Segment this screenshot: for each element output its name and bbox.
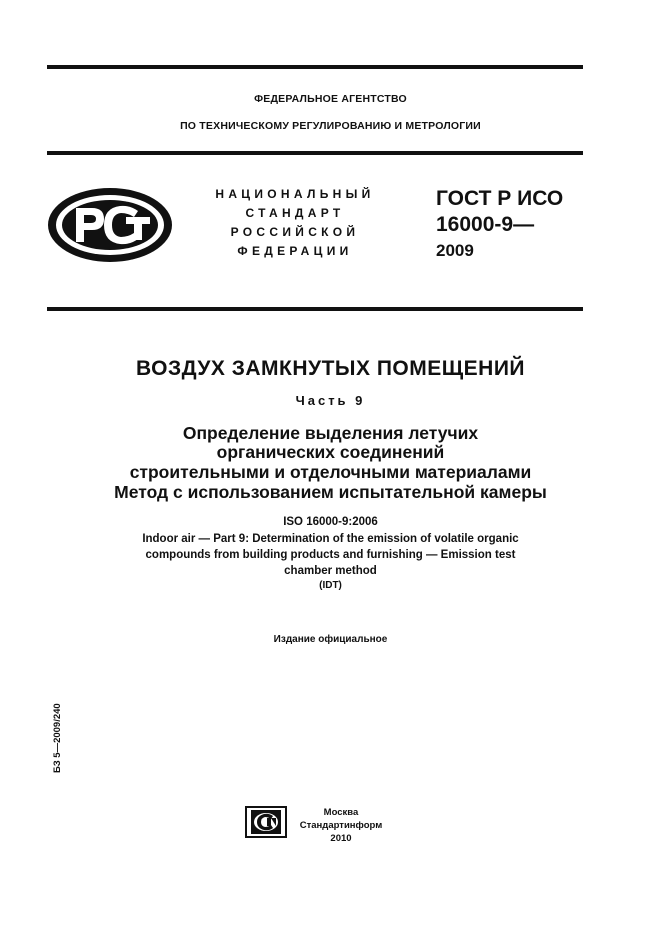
official-edition-label: Издание официальное	[273, 634, 388, 645]
rst-logo-icon	[46, 186, 174, 264]
header-rule	[47, 151, 583, 155]
standard-block-rule	[47, 307, 583, 311]
gost-year: 2009	[436, 241, 474, 260]
document-title: ВОЗДУХ ЗАМКНУТЫХ ПОМЕЩЕНИЙ	[135, 357, 526, 380]
subtitle-line-1: Определение выделения летучих	[182, 423, 479, 443]
agency-line-1: ФЕДЕРАЛЬНОЕ АГЕНТСТВО	[254, 93, 407, 105]
subtitle-line-2: органических соединений	[216, 442, 445, 462]
publisher-year: 2010	[330, 833, 352, 844]
gost-designation-line-2: 16000-9—	[436, 213, 535, 236]
national-standard-line-4: ФЕДЕРАЦИИ	[237, 244, 353, 258]
gost-designation-line-1: ГОСТ Р ИСО	[436, 187, 564, 210]
national-standard-line-3: РОССИЙСКОЙ	[230, 225, 360, 239]
publisher-city: Москва	[323, 807, 359, 818]
english-title-line-1: Indoor air — Part 9: Determination of the emission of volatile organic	[142, 533, 519, 545]
subtitle-line-3: строительными и отделочными материалами	[129, 462, 532, 482]
national-standard-line-2: СТАНДАРТ	[245, 206, 345, 220]
national-standard-line-1: НАЦИОНАЛЬНЫЙ	[215, 187, 375, 201]
english-title-line-3: chamber method	[284, 565, 377, 577]
idt-label: (IDT)	[319, 580, 342, 591]
english-title-line-2: compounds from building products and furnishing — Emission test	[145, 549, 516, 561]
agency-line-2: ПО ТЕХНИЧЕСКОМУ РЕГУЛИРОВАНИЮ И МЕТРОЛОГИИ	[180, 120, 481, 132]
side-registration-code: БЗ 5—2009/240	[52, 703, 63, 773]
subtitle-line-4: Метод с использованием испытательной камеры	[114, 482, 547, 502]
part-label: Часть 9	[295, 393, 366, 408]
top-rule	[47, 65, 583, 69]
standartinform-logo-icon	[245, 806, 287, 838]
iso-number: ISO 16000-9:2006	[283, 516, 378, 528]
publisher-name: Стандартинформ	[299, 820, 383, 831]
